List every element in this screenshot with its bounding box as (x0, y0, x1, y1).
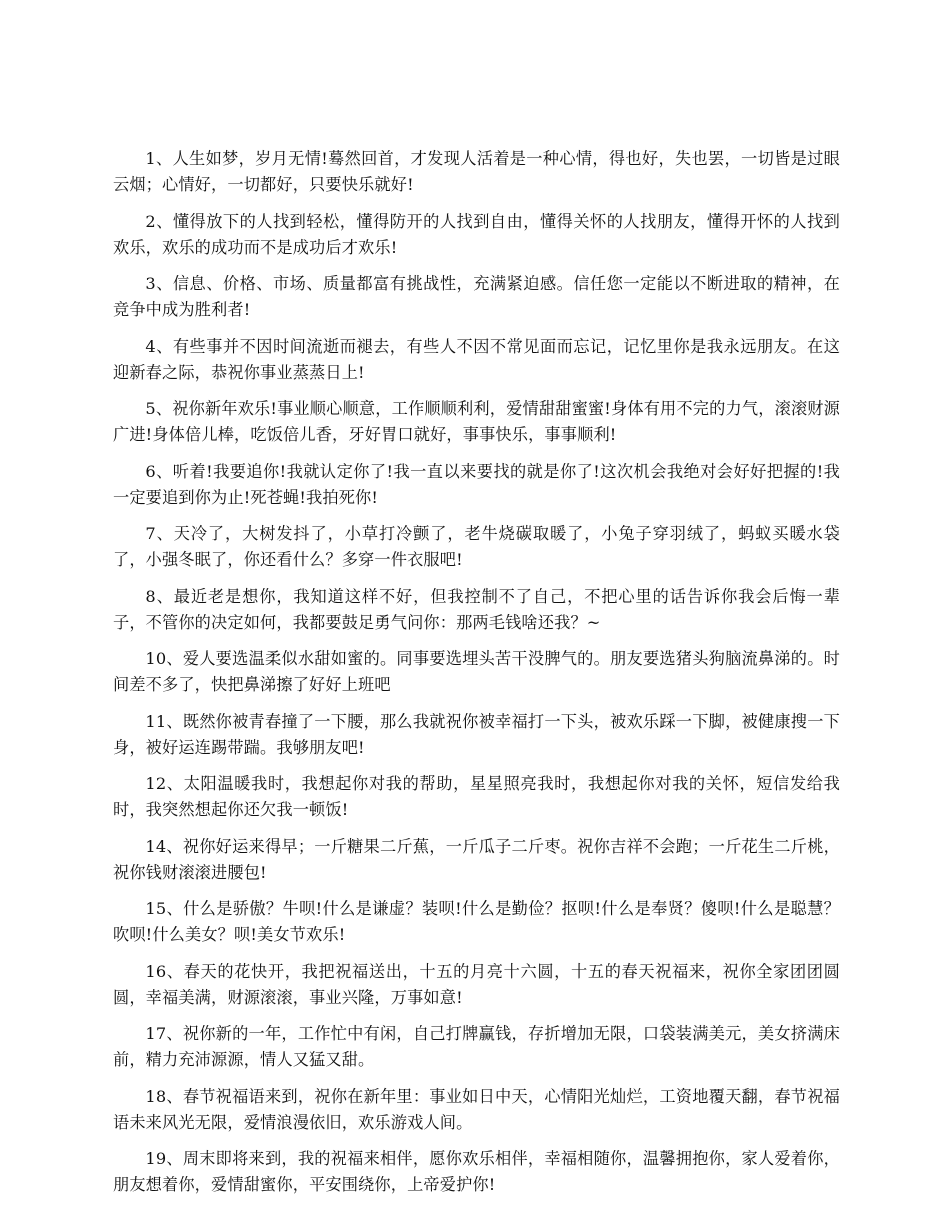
paragraph-6: 6、听着!我要追你!我就认定你了!我一直以来要找的就是你了!这次机会我绝对会好好把握的!我一定要追到你为止!死苍蝇!我拍死你! (113, 461, 840, 507)
paragraph-1: 1、人生如梦，岁月无情!蓦然回首，才发现人活着是一种心情，得也好，失也罢，一切皆是过眼云烟；心情好，一切都好，只要快乐就好! (113, 149, 840, 194)
paragraph-11: 11、既然你被青春撞了一下腰，那么我就祝你被幸福打一下头，被欢乐踩一下脚，被健康搜一下身，被好运连踢带踹。我够朋友吧! (113, 711, 840, 757)
paragraph-10: 10、爱人要选温柔似水甜如蜜的。同事要选埋头苦干没脾气的。朋友要选猪头狗脑流鼻涕的。时间差不多了，快把鼻涕擦了好好上班吧 (113, 649, 840, 694)
paragraph-3: 3、信息、价格、市场、质量都富有挑战性，充满紧迫感。信任您一定能以不断进取的精神，在竞争中成为胜利者! (113, 274, 840, 319)
paragraph-17: 17、祝你新的一年，工作忙中有闲，自己打牌赢钱，存折增加无限，口袋装满美元，美女挤满床前，精力充沛源源，情人又猛又甜。 (113, 1024, 840, 1069)
paragraph-19: 19、周末即将来到，我的祝福来相伴，愿你欢乐相伴，幸福相随你，温馨拥抱你，家人爱着你，朋友想着你，爱情甜蜜你，平安围绕你，上帝爱护你! (113, 1149, 840, 1194)
document-body (113, 146, 840, 1209)
paragraph-12: 12、太阳温暖我时，我想起你对我的帮助，星星照亮我时，我想起你对我的关怀，短信发给我时，我突然想起你还欠我一顿饭! (113, 774, 840, 819)
paragraph-8: 8、最近老是想你，我知道这样不好，但我控制不了自己，不把心里的话告诉你我会后悔一辈子，不管你的决定如何，我都要鼓足勇气问你：那两毛钱啥还我？~ (113, 586, 840, 632)
paragraph-16: 16、春天的花快开，我把祝福送出，十五的月亮十六圆，十五的春天祝福来，祝你全家团团圆圆，幸福美满，财源滚滚，事业兴隆，万事如意! (113, 961, 840, 1007)
paragraph-4: 4、有些事并不因时间流逝而褪去，有些人不因不常见面而忘记，记忆里你是我永远朋友。在这迎新春之际，恭祝你事业蒸蒸日上! (113, 336, 840, 382)
paragraph-2: 2、懂得放下的人找到轻松，懂得防开的人找到自由，懂得关怀的人找朋友，懂得开怀的人找到欢乐，欢乐的成功而不是成功后才欢乐! (113, 211, 840, 257)
paragraph-14: 14、祝你好运来得早；一斤糖果二斤蕉，一斤瓜子二斤枣。祝你吉祥不会跑；一斤花生二斤桃，祝你钱财滚滚进腰包! (113, 836, 840, 882)
paragraph-15: 15、什么是骄傲？牛呗!什么是谦虚？装呗!什么是勤俭？抠呗!什么是奉贤？傻呗!什么是聪慧？吹呗!什么美女？呗!美女节欢乐! (113, 899, 840, 944)
paragraph-18: 18、春节祝福语来到，祝你在新年里：事业如日中天，心情阳光灿烂，工资地覆天翻，春节祝福语未来风光无限，爱情浪漫依旧，欢乐游戏人间。 (113, 1086, 840, 1132)
paragraph-7: 7、天冷了，大树发抖了，小草打冷颤了，老牛烧碳取暖了，小兔子穿羽绒了，蚂蚁买暖水袋了，小强冬眠了，你还看什么？多穿一件衣服吧! (113, 524, 840, 569)
paragraph-5: 5、祝你新年欢乐!事业顺心顺意，工作顺顺利利，爱情甜甜蜜蜜!身体有用不完的力气，滚滚财源广进!身体倍儿棒，吃饭倍儿香，牙好胃口就好，事事快乐，事事顺利! (113, 399, 840, 444)
